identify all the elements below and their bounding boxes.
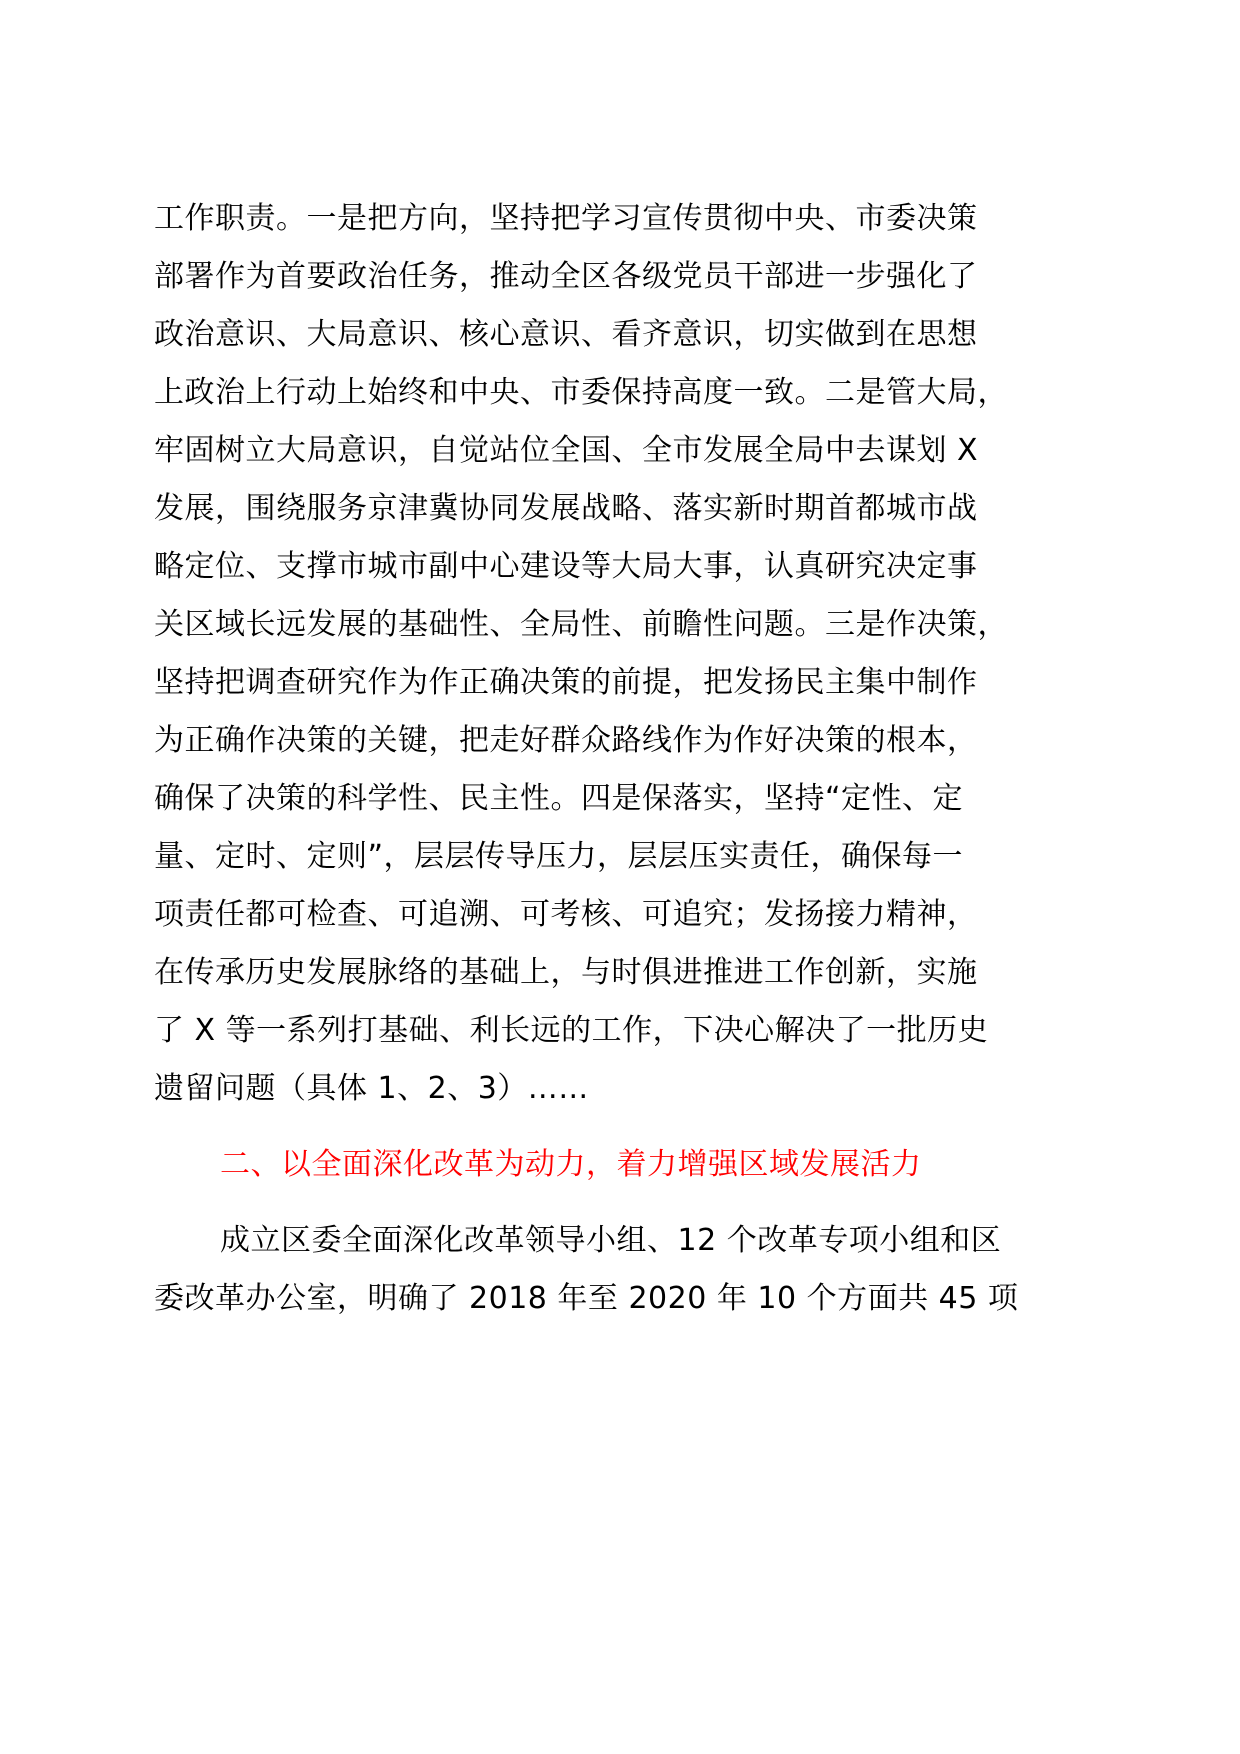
paragraph-line: 略定位、支撑市城市副中心建设等大局大事，认真研究决定事 [154, 549, 978, 584]
paragraph-line: 坚持把调查研究作为作正确决策的前提，把发扬民主集中制作 [154, 665, 978, 700]
paragraph-line: 发展，围绕服务京津冀协同发展战略、落实新时期首都城市战 [154, 491, 978, 526]
paragraph-line: 为正确作决策的关键，把走好群众路线作为作好决策的根本， [154, 723, 978, 758]
paragraph-line: 了 X 等一系列打基础、利长远的工作，下决心解决了一批历史 [154, 1013, 989, 1048]
paragraph-line: 在传承历史发展脉络的基础上，与时俱进推进工作创新，实施 [154, 955, 978, 990]
paragraph-line: 上政治上行动上始终和中央、市委保持高度一致。二是管大局， [154, 375, 1008, 410]
paragraph-line: 关区域长远发展的基础性、全局性、前瞻性问题。三是作决策， [154, 607, 1008, 642]
paragraph-line: 项责任都可检查、可追溯、可考核、可追究；发扬接力精神， [154, 897, 978, 932]
paragraph-line: 委改革办公室，明确了 2018 年至 2020 年 10 个方面共 45 项 [154, 1281, 1019, 1316]
paragraph-line: 量、定时、定则”，层层传导压力，层层压实责任，确保每一 [154, 839, 964, 874]
paragraph-line: 工作职责。一是把方向，坚持把学习宣传贯彻中央、市委决策 [154, 201, 978, 236]
section-heading: 二、以全面深化改革为动力，着力增强区域发展活力 [220, 1147, 922, 1182]
paragraph-line: 牢固树立大局意识，自觉站位全国、全市发展全局中去谋划 X [154, 433, 979, 468]
paragraph-line: 遗留问题（具体 1、2、3）…… [154, 1071, 589, 1106]
paragraph-line: 成立区委全面深化改革领导小组、12 个改革专项小组和区 [220, 1223, 1002, 1258]
paragraph-line: 确保了决策的科学性、民主性。四是保落实，坚持“定性、定 [154, 781, 964, 816]
paragraph-line: 政治意识、大局意识、核心意识、看齐意识，切实做到在思想 [154, 317, 978, 352]
paragraph-line: 部署作为首要政治任务，推动全区各级党员干部进一步强化了 [154, 259, 978, 294]
